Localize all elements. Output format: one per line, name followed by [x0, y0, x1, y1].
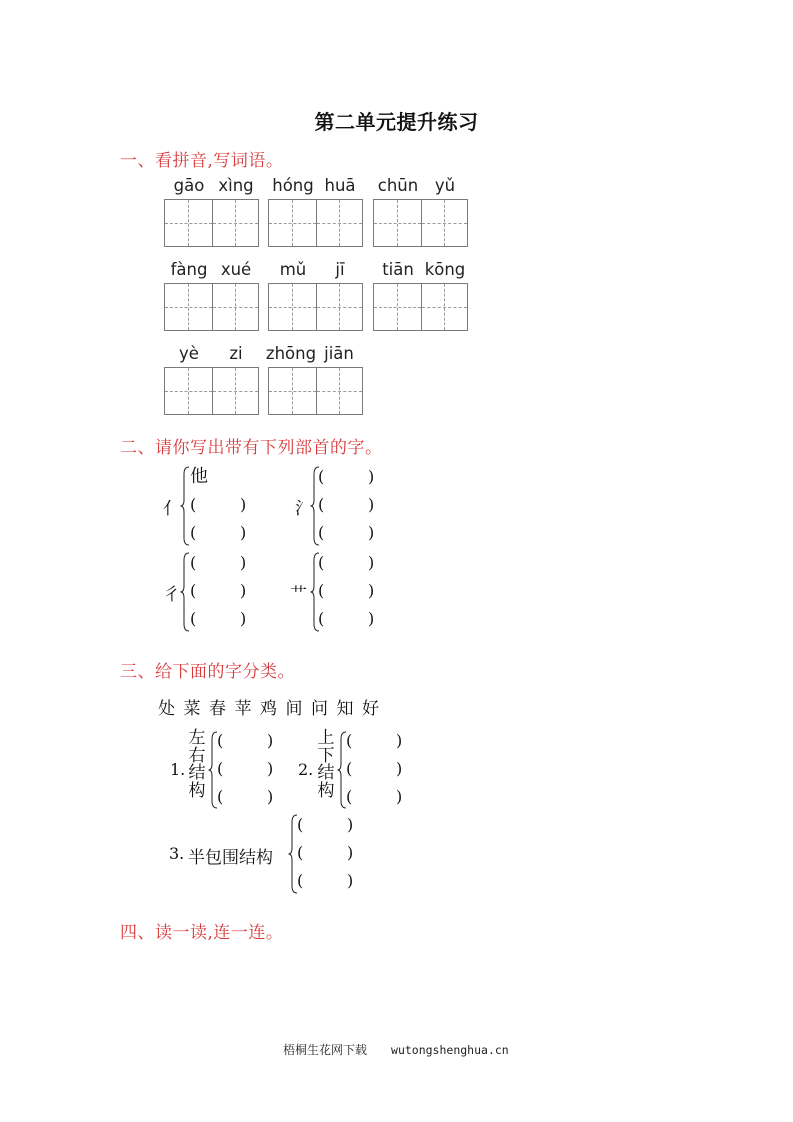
group-3-label: 半包围结构 — [188, 848, 273, 868]
tianzige-cell[interactable] — [316, 368, 363, 414]
pinyin-row-1 — [0, 176, 793, 198]
character: 苹 — [234, 699, 252, 719]
tianzige-cell[interactable] — [165, 368, 212, 414]
answer-blank[interactable]: ( ) — [318, 467, 375, 486]
writing-box-zhongjian[interactable] — [268, 367, 363, 415]
group-1-label: 左 右 结 构 — [188, 728, 206, 801]
section-1-heading: 一、看拼音,写词语。 — [120, 151, 284, 171]
section-3-heading: 三、给下面的字分类。 — [120, 662, 295, 682]
pinyin-syllable: yǔ — [434, 176, 456, 195]
tianzige-cell[interactable] — [165, 284, 212, 330]
pinyin-syllable: yè — [179, 344, 199, 363]
answer-blank[interactable]: ( ) — [190, 553, 247, 572]
pinyin-syllable: gāo — [173, 176, 205, 195]
answer-blank[interactable]: ( ) — [318, 553, 375, 572]
tianzige-cell[interactable] — [316, 284, 363, 330]
tianzige-cell[interactable] — [212, 368, 259, 414]
answer-list-half-enclosed — [297, 811, 367, 895]
tianzige-cell[interactable] — [374, 200, 421, 246]
character: 鸡 — [260, 699, 277, 719]
pinyin-syllable: jiān — [324, 344, 354, 363]
tianzige-cell[interactable] — [421, 200, 468, 246]
answer-list-left-right — [217, 727, 287, 811]
radical-person: 亻 — [163, 499, 180, 519]
answer-list-water — [318, 463, 388, 547]
answer-list-top-bottom — [346, 727, 416, 811]
answer-blank[interactable]: ( ) — [346, 787, 403, 806]
character: 好 — [362, 699, 379, 719]
character: 问 — [311, 699, 328, 719]
section-2-heading: 二、请你写出带有下列部首的字。 — [120, 438, 383, 458]
radical-step: 彳 — [163, 585, 180, 605]
pinyin-row-3 — [0, 344, 793, 366]
radical-grass: 艹 — [290, 585, 307, 605]
group-2-label: 上 下 结 构 — [317, 728, 335, 801]
group-1-number: 1. — [170, 760, 186, 779]
writing-box-muji[interactable] — [268, 283, 363, 331]
answer-blank[interactable]: ( ) — [318, 523, 375, 542]
group-3-number: 3. — [169, 844, 185, 863]
answer-blank[interactable]: ( ) — [190, 609, 247, 628]
pinyin-syllable: mǔ — [279, 260, 307, 279]
answer-blank[interactable]: ( ) — [297, 871, 354, 890]
answer-row — [190, 463, 260, 491]
character: 春 — [209, 699, 226, 719]
pinyin-syllable: chūn — [377, 176, 419, 195]
answer-blank[interactable]: ( ) — [217, 731, 274, 750]
radical-water: 氵 — [295, 499, 312, 519]
answer-blank[interactable]: ( ) — [217, 759, 274, 778]
characters-to-classify — [158, 694, 388, 719]
character: 处 — [158, 699, 175, 719]
tianzige-cell[interactable] — [212, 200, 259, 246]
footer-url[interactable]: wutongshenghua.cn — [391, 1043, 509, 1057]
pinyin-syllable: jī — [335, 260, 345, 279]
tianzige-cell[interactable] — [269, 368, 316, 414]
example-answer: 他 — [190, 466, 208, 487]
tianzige-cell[interactable] — [421, 284, 468, 330]
answer-blank[interactable]: ( ) — [190, 495, 247, 514]
tianzige-cell[interactable] — [269, 200, 316, 246]
tianzige-cell[interactable] — [374, 284, 421, 330]
tianzige-cell[interactable] — [212, 284, 259, 330]
pinyin-syllable: kōng — [424, 260, 466, 279]
answer-blank[interactable]: ( ) — [346, 759, 403, 778]
pinyin-syllable: tiān — [382, 260, 414, 279]
answer-blank[interactable]: ( ) — [297, 843, 354, 862]
brace-icon — [180, 466, 190, 546]
tianzige-cell[interactable] — [269, 284, 316, 330]
page-title: 第二单元提升练习 — [314, 110, 479, 134]
answer-blank[interactable]: ( ) — [318, 609, 375, 628]
character: 菜 — [183, 699, 201, 719]
writing-box-yezi[interactable] — [164, 367, 259, 415]
answer-blank[interactable]: ( ) — [190, 581, 247, 600]
tianzige-cell[interactable] — [165, 200, 212, 246]
writing-box-tiankong[interactable] — [373, 283, 468, 331]
footer — [283, 1041, 509, 1058]
answer-blank[interactable]: ( ) — [346, 731, 403, 750]
pinyin-syllable: xué — [220, 260, 252, 279]
writing-box-gaoxing[interactable] — [164, 199, 259, 247]
answer-blank[interactable]: ( ) — [318, 581, 375, 600]
writing-box-honghua[interactable] — [268, 199, 363, 247]
pinyin-row-2 — [0, 260, 793, 282]
answer-blank[interactable]: ( ) — [318, 495, 375, 514]
answer-list-person — [190, 463, 260, 547]
group-2-number: 2. — [298, 760, 314, 779]
writing-box-fangxue[interactable] — [164, 283, 259, 331]
section-4-heading: 四、读一读,连一连。 — [120, 923, 284, 943]
pinyin-syllable: xìng — [218, 176, 254, 195]
answer-blank[interactable]: ( ) — [297, 815, 354, 834]
tianzige-cell[interactable] — [316, 200, 363, 246]
writing-box-chunyu[interactable] — [373, 199, 468, 247]
pinyin-syllable: fàng — [170, 260, 208, 279]
pinyin-syllable: zhōng — [265, 344, 317, 363]
character: 知 — [336, 699, 354, 719]
answer-list-grass — [318, 549, 388, 633]
answer-list-step — [190, 549, 260, 633]
pinyin-syllable: hóng — [272, 176, 314, 195]
brace-icon — [180, 552, 190, 632]
pinyin-syllable: zi — [229, 344, 243, 363]
footer-site-name: 梧桐生花网下载 — [283, 1043, 368, 1057]
pinyin-syllable: huā — [324, 176, 356, 195]
answer-blank[interactable]: ( ) — [190, 523, 247, 542]
character: 间 — [285, 699, 303, 719]
answer-blank[interactable]: ( ) — [217, 787, 274, 806]
